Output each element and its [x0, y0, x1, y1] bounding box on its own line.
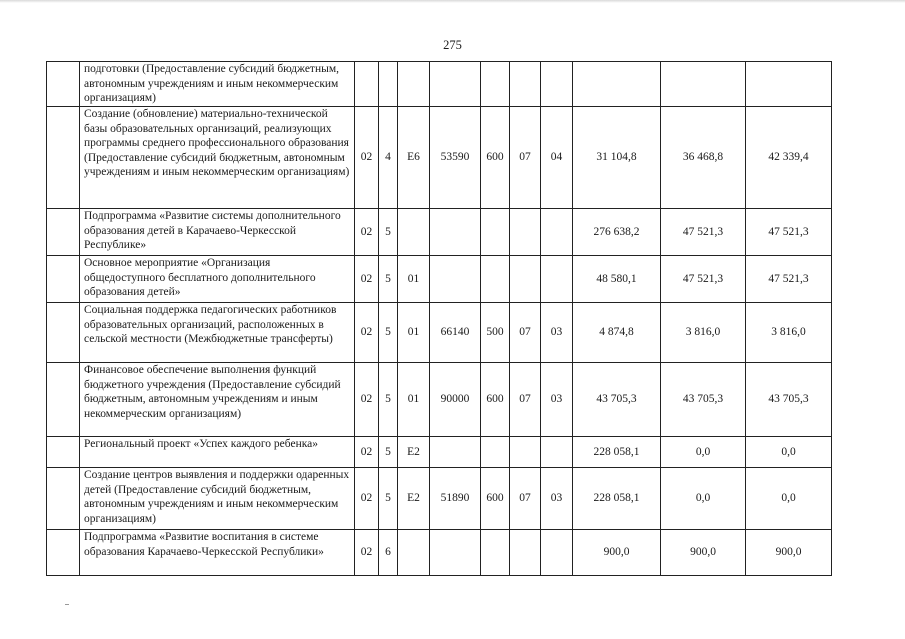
om-code-cell: Е2 [398, 468, 430, 530]
direction-code-cell [430, 62, 481, 107]
amount-year2-cell [661, 62, 746, 107]
section-code-cell [510, 437, 541, 468]
om-code-cell: 01 [398, 256, 430, 303]
gp-code-cell: 02 [355, 256, 379, 303]
table-row [47, 256, 832, 303]
pp-code-cell: 5 [379, 363, 398, 437]
row-name-cell: Региональный проект «Успех каждого ребенка» [80, 437, 355, 468]
section-code-cell: 07 [510, 107, 541, 209]
blank-cell [47, 303, 80, 363]
om-code-cell: 01 [398, 363, 430, 437]
expense-type-cell [481, 62, 510, 107]
expense-type-cell: 600 [481, 468, 510, 530]
scan-speck [65, 604, 69, 605]
section-code-cell [510, 209, 541, 256]
expense-type-cell [481, 530, 510, 576]
direction-code-cell [430, 256, 481, 303]
amount-year1-cell: 31 104,8 [573, 107, 661, 209]
row-name-cell: Финансовое обеспечение выполнения функций бюджетного учреждения (Предоставление субсидий бюджетным, автономным учреждениям и иным некоммерческим организациям) [80, 363, 355, 437]
table-row [47, 303, 832, 363]
blank-cell [47, 107, 80, 209]
pp-code-cell: 6 [379, 530, 398, 576]
amount-year1-cell: 43 705,3 [573, 363, 661, 437]
blank-cell [47, 363, 80, 437]
section-code-cell [510, 256, 541, 303]
amount-year1-cell: 228 058,1 [573, 468, 661, 530]
om-code-cell [398, 530, 430, 576]
amount-year3-cell: 43 705,3 [746, 363, 832, 437]
gp-code-cell: 02 [355, 530, 379, 576]
direction-code-cell [430, 530, 481, 576]
gp-code-cell [355, 62, 379, 107]
section-code-cell [510, 530, 541, 576]
subsection-code-cell: 03 [541, 363, 573, 437]
row-name-cell: Подпрограмма «Развитие воспитания в системе образования Карачаево-Черкесской Республики» [80, 530, 355, 576]
row-name-cell: Основное мероприятие «Организация общедоступного бесплатного дополнительного образования детей» [80, 256, 355, 303]
amount-year1-cell: 4 874,8 [573, 303, 661, 363]
gp-code-cell: 02 [355, 107, 379, 209]
amount-year3-cell: 900,0 [746, 530, 832, 576]
subsection-code-cell [541, 62, 573, 107]
om-code-cell: 01 [398, 303, 430, 363]
expense-type-cell [481, 437, 510, 468]
row-name-cell: Создание центров выявления и поддержки одаренных детей (Предоставление субсидий бюджетным, автономным учреждениям и иным некоммерческим организациям) [80, 468, 355, 530]
om-code-cell [398, 62, 430, 107]
blank-cell [47, 209, 80, 256]
table-row [47, 62, 832, 107]
row-name-cell: Подпрограмма «Развитие системы дополнительного образования детей в Карачаево-Черкесской Республике» [80, 209, 355, 256]
om-code-cell [398, 209, 430, 256]
om-code-cell: Е2 [398, 437, 430, 468]
amount-year2-cell: 36 468,8 [661, 107, 746, 209]
amount-year3-cell: 42 339,4 [746, 107, 832, 209]
amount-year2-cell: 43 705,3 [661, 363, 746, 437]
section-code-cell: 07 [510, 363, 541, 437]
table-row [47, 209, 832, 256]
direction-code-cell [430, 437, 481, 468]
direction-code-cell: 66140 [430, 303, 481, 363]
gp-code-cell: 02 [355, 363, 379, 437]
table-row [47, 437, 832, 468]
subsection-code-cell: 04 [541, 107, 573, 209]
amount-year1-cell: 48 580,1 [573, 256, 661, 303]
amount-year2-cell: 47 521,3 [661, 256, 746, 303]
blank-cell [47, 62, 80, 107]
section-code-cell: 07 [510, 468, 541, 530]
expense-type-cell [481, 209, 510, 256]
row-name-cell: подготовки (Предоставление субсидий бюджетным, автономным учреждениям и иным некоммерческим организациям) [80, 62, 355, 107]
amount-year2-cell: 0,0 [661, 468, 746, 530]
pp-code-cell: 5 [379, 303, 398, 363]
amount-year1-cell: 276 638,2 [573, 209, 661, 256]
subsection-code-cell [541, 530, 573, 576]
subsection-code-cell: 03 [541, 468, 573, 530]
blank-cell [47, 468, 80, 530]
amount-year3-cell: 47 521,3 [746, 256, 832, 303]
section-code-cell: 07 [510, 303, 541, 363]
direction-code-cell [430, 209, 481, 256]
amount-year2-cell: 3 816,0 [661, 303, 746, 363]
expense-type-cell: 500 [481, 303, 510, 363]
amount-year3-cell: 3 816,0 [746, 303, 832, 363]
amount-year1-cell: 900,0 [573, 530, 661, 576]
gp-code-cell: 02 [355, 303, 379, 363]
amount-year2-cell: 47 521,3 [661, 209, 746, 256]
pp-code-cell: 5 [379, 209, 398, 256]
amount-year3-cell: 47 521,3 [746, 209, 832, 256]
pp-code-cell: 5 [379, 468, 398, 530]
budget-table [46, 61, 832, 576]
page-number: 275 [443, 38, 462, 52]
expense-type-cell: 600 [481, 107, 510, 209]
row-name-cell: Социальная поддержка педагогических работников образовательных организаций, расположенных в сельской местности (Межбюджетные трансферты) [80, 303, 355, 363]
direction-code-cell: 90000 [430, 363, 481, 437]
table-row [47, 363, 832, 437]
section-code-cell [510, 62, 541, 107]
om-code-cell: Е6 [398, 107, 430, 209]
pp-code-cell: 4 [379, 107, 398, 209]
direction-code-cell: 53590 [430, 107, 481, 209]
row-name-cell: Создание (обновление) материально-технической базы образовательных организаций, реализующих программы среднего профессионального образования (Предоставление субсидий бюджетным, автономным учреждениям и иным некоммерческим организациям) [80, 107, 355, 209]
pp-code-cell: 5 [379, 437, 398, 468]
gp-code-cell: 02 [355, 437, 379, 468]
subsection-code-cell [541, 209, 573, 256]
gp-code-cell: 02 [355, 209, 379, 256]
table-row [47, 107, 832, 209]
table-row [47, 468, 832, 530]
blank-cell [47, 256, 80, 303]
amount-year3-cell [746, 62, 832, 107]
amount-year3-cell: 0,0 [746, 437, 832, 468]
expense-type-cell [481, 256, 510, 303]
amount-year1-cell [573, 62, 661, 107]
pp-code-cell [379, 62, 398, 107]
amount-year2-cell: 0,0 [661, 437, 746, 468]
blank-cell [47, 530, 80, 576]
table-row [47, 530, 832, 576]
pp-code-cell: 5 [379, 256, 398, 303]
page-top-edge [0, 0, 905, 3]
amount-year1-cell: 228 058,1 [573, 437, 661, 468]
subsection-code-cell: 03 [541, 303, 573, 363]
amount-year3-cell: 0,0 [746, 468, 832, 530]
blank-cell [47, 437, 80, 468]
subsection-code-cell [541, 256, 573, 303]
direction-code-cell: 51890 [430, 468, 481, 530]
expense-type-cell: 600 [481, 363, 510, 437]
subsection-code-cell [541, 437, 573, 468]
gp-code-cell: 02 [355, 468, 379, 530]
amount-year2-cell: 900,0 [661, 530, 746, 576]
